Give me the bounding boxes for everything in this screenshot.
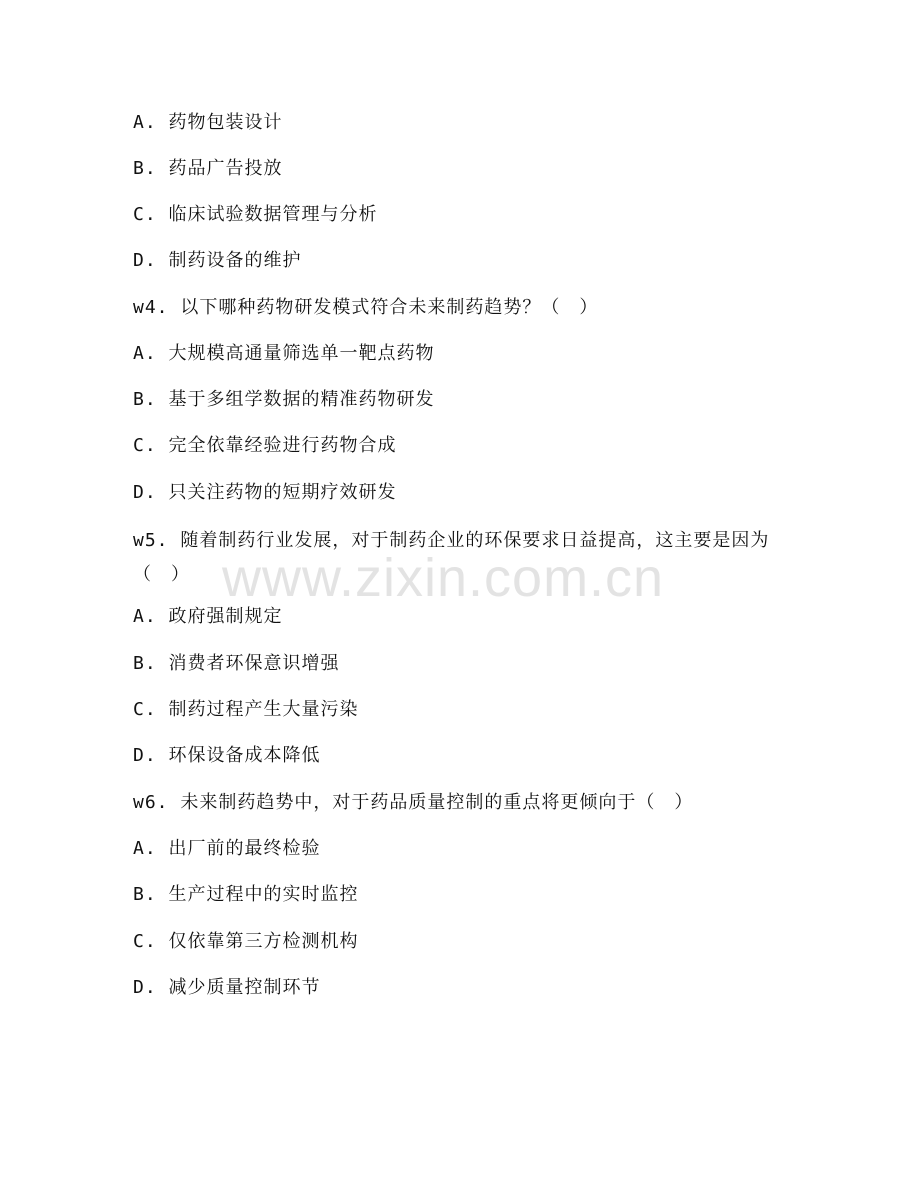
option-d: D. 环保设备成本降低 — [133, 745, 321, 766]
option-d: D. 减少质量控制环节 — [133, 977, 321, 998]
option-c: C. 临床试验数据管理与分析 — [133, 204, 378, 225]
question-stem: w6. 未来制药趋势中，对于药品质量控制的重点将更倾向于（ ） — [133, 792, 694, 813]
option-d: D. 只关注药物的短期疗效研发 — [133, 482, 397, 503]
option-a: A. 药物包装设计 — [133, 112, 283, 133]
option-c: C. 仅依靠第三方检测机构 — [133, 931, 359, 952]
option-b: B. 消费者环保意识增强 — [133, 653, 340, 674]
question-stem: w5. 随着制药行业发展，对于制药企业的环保要求日益提高，这主要是因为（ ） — [133, 530, 770, 585]
option-c: C. 制药过程产生大量污染 — [133, 699, 359, 720]
option-a: A. 出厂前的最终检验 — [133, 838, 321, 859]
option-a: A. 政府强制规定 — [133, 606, 283, 627]
option-d: D. 制药设备的维护 — [133, 250, 302, 271]
option-b: B. 生产过程中的实时监控 — [133, 884, 359, 905]
question-stem: w4. 以下哪种药物研发模式符合未来制药趋势？（ ） — [133, 297, 599, 318]
option-c: C. 完全依靠经验进行药物合成 — [133, 435, 397, 456]
option-b: B. 药品广告投放 — [133, 158, 283, 179]
option-b: B. 基于多组学数据的精准药物研发 — [133, 389, 435, 410]
watermark: www.zixin.com.cn — [222, 548, 665, 608]
option-a: A. 大规模高通量筛选单一靶点药物 — [133, 343, 435, 364]
